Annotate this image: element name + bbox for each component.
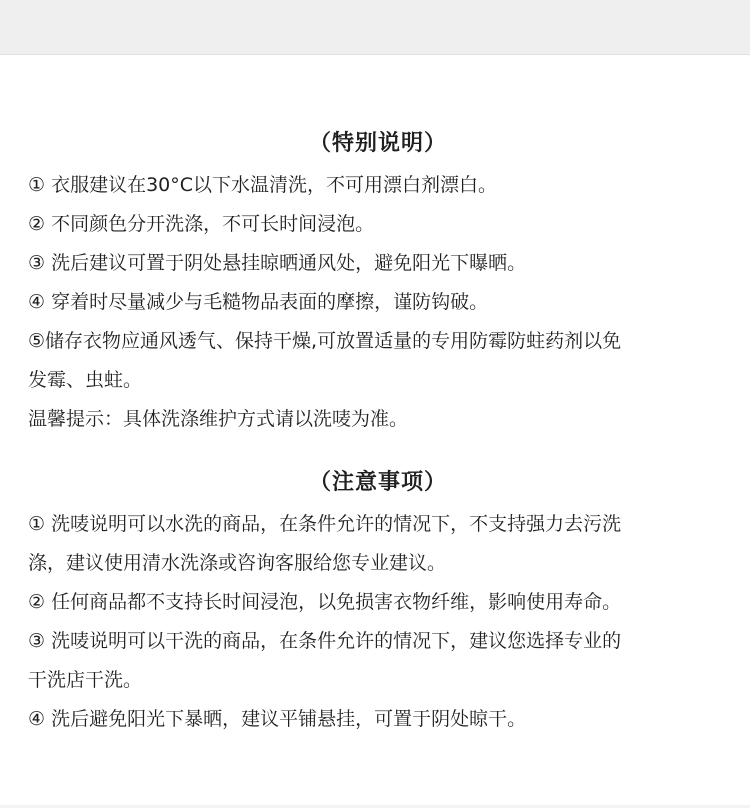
note-line-1-continued: 涤，建议使用清水洗涤或咨询客服给您专业建议。 <box>28 552 447 574</box>
care-line-4: ④ 穿着时尽量减少与毛糙物品表面的摩擦，谨防钩破。 <box>28 291 489 313</box>
care-line-3: ③ 洗后建议可置于阴处悬挂晾晒通风处，避免阳光下曝晒。 <box>28 252 527 274</box>
top-gray-band <box>0 0 750 55</box>
care-line-2: ② 不同颜色分开洗涤，不可长时间浸泡。 <box>28 213 375 235</box>
note-line-3: ③ 洗唛说明可以干洗的商品，在条件允许的情况下，建议您选择专业的 <box>28 630 622 652</box>
care-line-5-continued: 发霉、虫蛀。 <box>28 369 143 391</box>
note-line-3-continued: 干洗店干洗。 <box>28 669 143 691</box>
care-line-1: ① 衣服建议在30°C以下水温清洗，不可用漂白剂漂白。 <box>28 174 498 196</box>
care-line-5: ⑤储存衣物应通风透气、保持干燥,可放置适量的专用防霉防蛀药剂以免 <box>28 330 622 352</box>
care-tip: 温馨提示：具体洗涤维护方式请以洗唛为准。 <box>28 408 409 430</box>
note-line-2: ② 任何商品都不支持长时间浸泡，以免损害衣物纤维，影响使用寿命。 <box>28 591 622 613</box>
note-line-1: ① 洗唛说明可以水洗的商品，在条件允许的情况下，不支持强力去污洗 <box>28 513 622 535</box>
precautions-title: （注意事项） <box>308 470 447 495</box>
instructions-content <box>28 122 728 739</box>
special-notes-title: （特别说明） <box>308 131 447 156</box>
note-line-4: ④ 洗后避免阳光下暴晒，建议平铺悬挂，可置于阴处晾干。 <box>28 708 527 730</box>
